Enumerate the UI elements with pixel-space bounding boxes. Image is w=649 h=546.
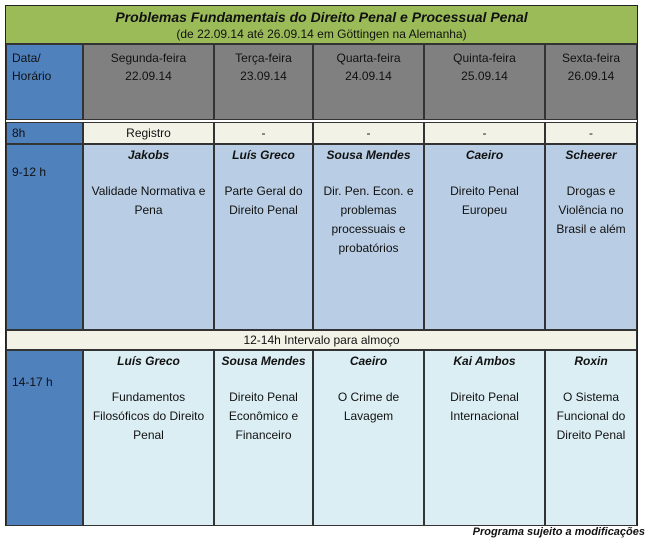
- empty-cell: -: [424, 122, 545, 144]
- session-topic: Dir. Pen. Econ. e problemas processuais e probatórios: [323, 184, 414, 255]
- professor-name: Caeiro: [349, 354, 388, 368]
- session-topic: Parte Geral do Direito Penal: [224, 184, 303, 217]
- day-header-friday: [545, 44, 637, 120]
- schedule-table: [5, 5, 638, 526]
- professor-name: Luís Greco: [232, 148, 295, 162]
- session-topic: Drogas e Violência no Brasil e além: [556, 184, 626, 236]
- professor-name: Scheerer: [565, 148, 617, 162]
- session-topic: O Crime de Lavagem: [337, 390, 400, 423]
- session-cell: [313, 144, 424, 330]
- session-cell: [313, 350, 424, 526]
- corner-header: Data/ Horário: [6, 44, 83, 120]
- session-topic: Direito Penal Internacional: [450, 390, 519, 423]
- session-topic: Validade Normativa e Pena: [91, 184, 206, 217]
- page-subtitle: (de 22.09.14 até 26.09.14 em Göttingen na Alemanha): [176, 27, 467, 41]
- slot-label-8h: 8h: [6, 122, 83, 144]
- weekday-label: Quarta-feira: [336, 51, 401, 65]
- empty-cell: -: [313, 122, 424, 144]
- professor-name: Caeiro: [465, 148, 504, 162]
- session-cell: [83, 144, 214, 330]
- day-header-wednesday: [313, 44, 424, 120]
- date-label: 24.09.14: [345, 69, 392, 83]
- professor-name: Sousa Mendes: [221, 354, 306, 368]
- page-title: Problemas Fundamentais do Direito Penal e Processual Penal: [115, 9, 528, 25]
- session-cell: [424, 350, 545, 526]
- date-label: 23.09.14: [240, 69, 287, 83]
- session-topic: Fundamentos Filosóficos do Direito Penal: [92, 390, 205, 442]
- session-cell: [545, 350, 637, 526]
- lunch-interval: 12-14h Intervalo para almoço: [6, 330, 637, 350]
- session-topic: O Sistema Funcional do Direito Penal: [556, 390, 626, 442]
- session-cell: [83, 350, 214, 526]
- professor-name: Jakobs: [127, 148, 170, 162]
- weekday-label: Quinta-feira: [453, 51, 516, 65]
- professor-name: Luís Greco: [117, 354, 180, 368]
- professor-name: Roxin: [574, 354, 608, 368]
- date-label: 22.09.14: [125, 69, 172, 83]
- session-topic: Direito Penal Europeu: [450, 184, 519, 217]
- session-cell: [214, 350, 313, 526]
- session-cell: [214, 144, 313, 330]
- slot-label-afternoon: 14-17 h: [6, 350, 83, 526]
- day-header-tuesday: [214, 44, 313, 120]
- session-topic: Direito Penal Econômico e Financeiro: [228, 390, 299, 442]
- title-bar: [6, 6, 637, 44]
- empty-cell: -: [545, 122, 637, 144]
- professor-name: Kai Ambos: [453, 354, 516, 368]
- professor-name: Sousa Mendes: [326, 148, 411, 162]
- date-label: 25.09.14: [461, 69, 508, 83]
- day-header-monday: [83, 44, 214, 120]
- registration-cell: Registro: [83, 122, 214, 144]
- weekday-label: Segunda-feira: [110, 51, 187, 65]
- date-label: 26.09.14: [567, 69, 615, 83]
- footer-note: Programa sujeito a modificações: [472, 526, 645, 538]
- day-header-thursday: [424, 44, 545, 120]
- empty-cell: -: [214, 122, 313, 144]
- session-cell: [545, 144, 637, 330]
- weekday-label: Sexta-feira: [561, 51, 621, 65]
- slot-label-morning: 9-12 h: [6, 144, 83, 330]
- session-cell: [424, 144, 545, 330]
- weekday-label: Terça-feira: [235, 51, 292, 65]
